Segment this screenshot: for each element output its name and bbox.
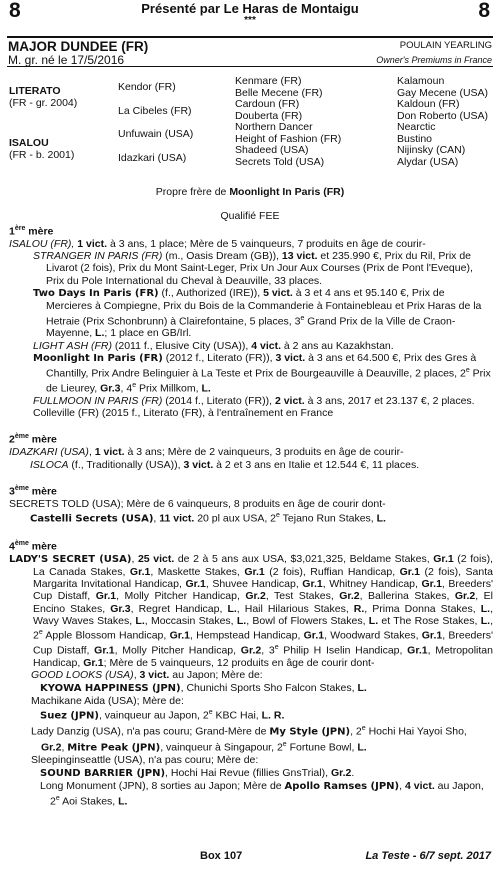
gen2-item: Idazkari (USA): [118, 151, 187, 164]
gen4-item: Kalamoun: [397, 75, 445, 87]
gen4-item: Bustino: [397, 132, 433, 145]
produce-entry: Suez (JPN), vainqueur au Japon, 2e KBC Hai, L. R.: [40, 709, 285, 722]
lot-number-left: 8: [9, 0, 21, 22]
pedigree-gen2: [118, 76, 236, 170]
fourth-dam-summary: LADY'S SECRET (USA), 25 vict. de 2 à 5 ans aux USA, $3,021,325, Beldame Stakes, Gr.1 (2 fois), La Canada Stakes, Gr.1, Maskette Stakes, Gr.1 (2 fois), Ruffian Handicap, Gr.1 (2 fois), Santa Margarita Invitational Handicap, Gr.1, Shuvee Handicap, Gr.1, Whitney Handicap, Gr.1, Breeders' Cup Distaff, Gr.1, Molly Pitcher Handicap, Gr.2, Test Stakes, Gr.2, Ballerina Stakes, Gr.2, El Encino Stakes, Gr.3, Regret Handicap, L., Hail Hilarious Stakes, R., Prima Donna Stakes, L., Wavy Waves Stakes, L., Moccasin Stakes, L., Bowl of Flowers Stakes, L. et The Rose Stakes, L., 2e Apple Blossom Handicap, Gr.1, Hempstead Handicap, Gr.1, Woodward Stakes, Gr.1, Breeders' Cup Distaff, Gr.1, Molly Pitcher Handicap, Gr.2, 3e Philip H Iselin Handicap, Gr.1, Metropolitan Handicap, Gr.1; Mère de 5 vainqueurs, 12 produits en âge de courir dont-: [9, 552, 493, 669]
horse-name: MAJOR DUNDEE (FR): [8, 39, 149, 54]
pedigree-gen4: [397, 76, 493, 168]
produce-entry: FULLMOON IN PARIS (FR) (2014 f., Literato (FR)), 2 vict. à 3 ans, 2017 et 23.137 €, 2 places.: [33, 394, 475, 407]
pedigree-sire: [9, 86, 77, 109]
gen4-item: Kaldoun (FR): [397, 98, 460, 110]
produce-entry: Lady Danzig (USA), n'a pas couru; Grand-Mère de My Style (JPN), 2e Hochi Hai Yayoi Sho, Gr.2, Mitre Peak (JPN), vainqueur à Singapour, 2e Fortune Bowl, L.: [31, 724, 467, 754]
produce-entry: Castelli Secrets (USA), 11 vict. 20 pl aux USA, 2e Tejano Run Stakes, L.: [30, 511, 386, 525]
sire-name: LITERATO: [9, 85, 61, 97]
gen4-item: Gay Mecene (USA): [397, 86, 489, 99]
produce-entry: LIGHT ASH (FR) (2011 f., Elusive City (USA)), 4 vict. à 2 ans au Kazakhstan.: [33, 339, 394, 352]
box-number: Box 107: [200, 850, 243, 862]
gen3-item: Northern Dancer: [235, 121, 313, 133]
brother-name: Moonlight In Paris (FR): [229, 186, 345, 198]
sale-venue-date: La Teste - 6/7 sept. 2017: [365, 850, 491, 862]
produce-entry: Colleville (FR) (2015 f., Literato (FR), à l'entraînement en France: [33, 407, 334, 420]
gen4-item: Nijinsky (CAN): [397, 144, 466, 156]
produce-entry: GOOD LOOKS (USA), 3 vict. au Japon; Mère de:: [31, 669, 263, 682]
owners-premiums-note: Owner's Premiums in France: [376, 55, 492, 65]
pedigree-gen3: [235, 76, 415, 168]
gen3-item: Height of Fashion (FR): [235, 132, 342, 145]
produce-entry: ISLOCA (f., Traditionally (USA)), 3 vict. à 2 et 3 ans en Italie et 12.544 €, 11 places.: [30, 458, 420, 471]
family-notes: [9, 223, 493, 808]
gen4-item: Alydar (USA): [397, 155, 459, 168]
horse-subline: M. gr. né le 17/5/2016: [8, 53, 125, 67]
produce-entry: SOUND BARRIER (JPN), Hochi Hai Revue (fillies GnsTrial), Gr.2.: [40, 766, 355, 779]
dam-info: (FR - b. 2001): [9, 148, 75, 161]
pedigree-dam: [9, 138, 74, 161]
produce-entry: Two Days In Paris (FR) (f., Authorized (IRE)), 5 vict. à 3 et 4 ans et 95.140 €, Prix de Mercieres à Compiegne, Prix du Bois de la Commanderie à Fontainebleau et Prix Haras de la Hetraie (Prix Schonbrunn) à Clairefontaine, 5 places, 3e Grand Prix de la Ville de Craon-Mayenne, L.; 1 place en GB/Irl.: [33, 286, 482, 340]
section-heading-m2: 2ème mère: [9, 433, 57, 446]
section-heading-m4: 4ème mère: [9, 539, 57, 553]
presenter-line: Présenté par Le Haras de Montaigu: [141, 1, 359, 16]
gen3-item: Shadeed (USA): [235, 144, 309, 156]
dam-summary: ISALOU (FR), 1 vict. à 3 ans, 1 place; Mère de 5 vainqueurs, 7 produits en âge de courir-: [9, 237, 426, 250]
produce-entry: Moonlight In Paris (FR) (2012 f., Literato (FR)), 3 vict. à 3 ans et 64.500 €, Prix des Gres à Chantilly, Prix Andre Belinguier à La Teste et Prix de Bourgeauville à Deauville, 2 places, 2e Prix de Lieurey, Gr.3, 4e Prix Millkom, L.: [33, 351, 491, 395]
brother-prefix: Propre frère de: [155, 186, 227, 198]
produce-entry: Long Monument (JPN), 8 sorties au Japon; Mère de Apollo Ramses (JPN), 4 vict. au Japon, 2e Aoi Stakes, L.: [40, 780, 484, 808]
gen4-item: Nearctic: [397, 121, 436, 133]
gen2-item: Unfuwain (USA): [118, 128, 194, 140]
qualifie-line: Qualifié FEE: [220, 210, 280, 222]
stars-line: ***: [244, 15, 256, 26]
gen3-item: Secrets Told (USA): [235, 155, 325, 168]
gen2-item: Kendor (FR): [118, 81, 176, 93]
second-dam-summary: IDAZKARI (USA), 1 vict. à 3 ans; Mère de 2 vainqueurs, 3 produits en âge de courir-: [9, 446, 404, 459]
section-heading-m1: 1ère mère: [9, 225, 54, 238]
produce-entry: STRANGER IN PARIS (FR) (m., Oasis Dream (GB)), 13 vict. et 235.990 €, Prix du Ril, Prix de Livarot (2 fois), Prix du Mont Saint-Leger, Prix Un Jour Aux Courses (Prix de Pont l'Eveque), Prix du Pole International du Cheval à Deauville, 33 places.: [33, 250, 473, 287]
gen4-item: Don Roberto (USA): [397, 109, 489, 122]
pedigree-table: [7, 76, 493, 176]
gen3-item: Kenmare (FR): [235, 75, 302, 87]
page-header: [0, 0, 500, 30]
gen3-item: Belle Mecene (FR): [235, 86, 323, 99]
produce-entry: Machikane Aida (USA); Mère de:: [31, 694, 184, 707]
gen3-item: Douberta (FR): [235, 109, 303, 122]
horse-type: POULAIN YEARLING: [399, 40, 492, 51]
gen2-item: La Cibeles (FR): [118, 104, 192, 117]
page-footer: [0, 850, 500, 864]
section-heading-m3: 3ème mère: [9, 484, 57, 498]
third-dam-summary: SECRETS TOLD (USA); Mère de 6 vainqueurs, 8 produits en âge de courir dont-: [9, 497, 386, 510]
horse-title-bar: [7, 36, 493, 67]
produce-entry: KYOWA HAPPINESS (JPN), Chunichi Sports Sho Falcon Stakes, L.: [40, 681, 367, 694]
lot-number-right: 8: [478, 0, 490, 22]
sire-info: (FR - gr. 2004): [9, 96, 78, 109]
dam-name: ISALOU: [9, 137, 49, 149]
produce-entry: Sleepinginseattle (USA), n'a pas couru; Mère de:: [31, 754, 259, 767]
gen3-item: Cardoun (FR): [235, 98, 300, 110]
brother-line: [0, 186, 500, 199]
